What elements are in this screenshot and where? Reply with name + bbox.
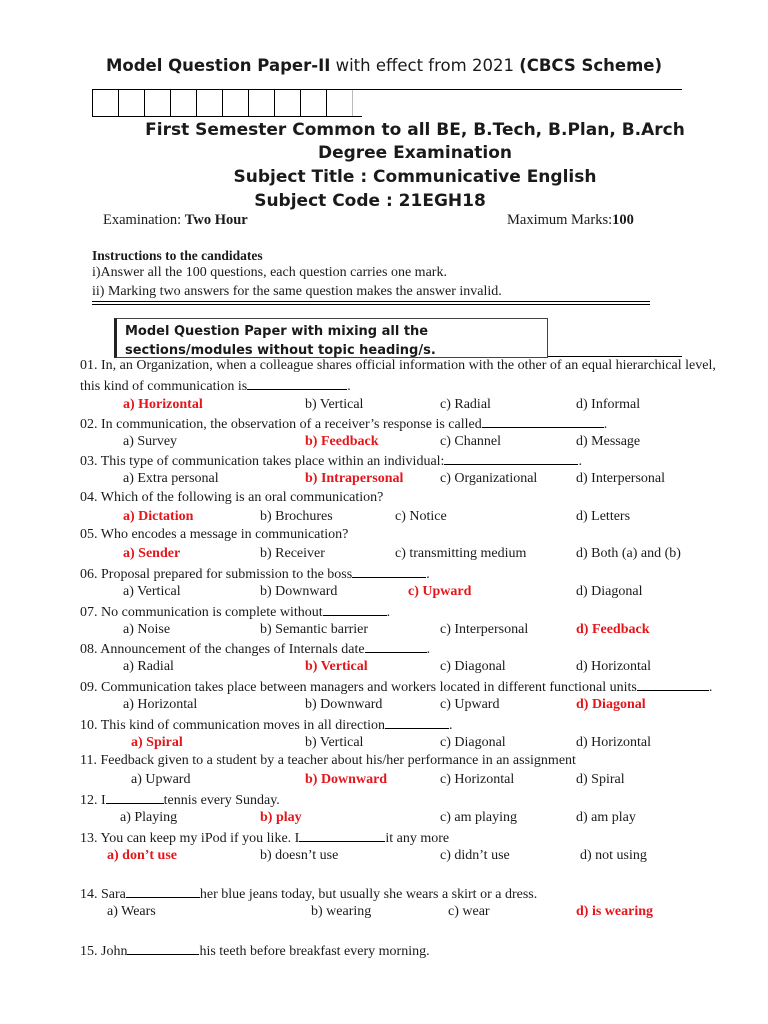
instruction-item: i)Answer all the 100 questions, each question carries one mark. [92, 265, 447, 280]
answer-option: c) Interpersonal [440, 622, 529, 637]
answer-option: a) Playing [120, 810, 178, 825]
question-text [80, 885, 537, 903]
usn-cell [300, 90, 326, 116]
note-underline [548, 356, 682, 357]
answer-option: c) Channel [440, 434, 502, 449]
answer-option-correct: b) Downward [305, 772, 388, 787]
answer-blank [299, 829, 385, 842]
question-text [80, 358, 716, 374]
usn-bottom-border [92, 116, 362, 117]
answer-option-correct: b) play [260, 810, 302, 825]
instructions-heading: Instructions to the candidates [92, 248, 263, 263]
answer-option: c) Upward [440, 697, 500, 712]
answer-option: c) am playing [440, 810, 517, 825]
answer-option: c) wear [448, 904, 490, 919]
answer-option: c) Organizational [440, 471, 538, 486]
answer-option: b) Receiver [260, 546, 325, 561]
question-text-line2 [80, 377, 351, 395]
answer-blank [385, 716, 449, 729]
answer-blank [444, 452, 578, 465]
exam-duration [103, 212, 248, 229]
answer-option: b) Vertical [305, 735, 364, 750]
question-stem-end: . [386, 605, 391, 620]
question-stem-continued: her blue jeans today, but usually she wears a skirt or a dress. [199, 887, 538, 902]
question-stem: 12. I [80, 793, 106, 808]
answer-option-correct: b) Intrapersonal [305, 471, 404, 486]
usn-cell [170, 90, 196, 116]
answer-option-correct: a) Spiral [131, 735, 183, 750]
marks-value: 100 [612, 212, 634, 228]
question-stem: 11. Feedback given to a student by a teacher about his/her performance in an assignment [80, 753, 576, 768]
exam-label: Examination: [103, 212, 185, 228]
answer-option-correct: a) don’t use [107, 848, 178, 863]
question-stem: 02. In communication, the observation of a receiver’s response is called [80, 417, 482, 432]
semester-heading: First Semester Common to all BE, B.Tech, B.Plan, B.Arch [145, 120, 685, 140]
answer-option-correct: b) Feedback [305, 434, 379, 449]
answer-option: c) Radial [440, 397, 491, 412]
question-text [80, 640, 430, 658]
usn-cell [118, 90, 144, 116]
question-stem-end: . [426, 642, 431, 657]
answer-option: a) Upward [131, 772, 191, 787]
answer-option-correct: d) Feedback [576, 622, 650, 637]
question-stem-end: . [578, 454, 582, 469]
answer-option: d) am play [576, 810, 636, 825]
question-text [80, 415, 607, 433]
answer-option: b) Brochures [260, 509, 333, 524]
question-stem: 15. John [80, 944, 128, 959]
answer-option: c) Horizontal [440, 772, 515, 787]
answer-blank [352, 565, 426, 578]
answer-option: d) Message [576, 434, 641, 449]
answer-option: d) Horizontal [576, 735, 652, 750]
usn-cell [196, 90, 222, 116]
question-stem-end: . [347, 379, 351, 394]
answer-option: d) Diagonal [576, 584, 643, 599]
question-text [80, 527, 348, 543]
answer-option: a) Wears [107, 904, 156, 919]
title-main: Model Question Paper-II [105, 56, 331, 75]
answer-option: d) Both (a) and (b) [576, 546, 681, 561]
answer-option: c) Notice [395, 509, 447, 524]
answer-option: b) doesn’t use [260, 848, 339, 863]
question-stem-continued: it any more [385, 831, 450, 846]
question-stem: 08. Announcement of the changes of Internals date [80, 642, 365, 657]
question-stem: 14. Sara [80, 887, 126, 902]
question-text [80, 716, 452, 734]
answer-option: b) Semantic barrier [260, 622, 369, 637]
answer-option: a) Horizontal [123, 697, 198, 712]
max-marks [507, 212, 634, 229]
question-text [80, 565, 430, 583]
subject-title: Subject Title : Communicative English [233, 167, 597, 187]
title-effect: with effect from 2021 [330, 56, 520, 75]
question-stem-end: . [448, 718, 453, 733]
answer-option-correct: d) is wearing [576, 904, 653, 919]
usn-cell [92, 90, 118, 116]
answer-option-correct: a) Dictation [123, 509, 194, 524]
answer-option: a) Noise [123, 622, 171, 637]
question-stem-continued: his teeth before breakfast every morning. [199, 944, 430, 959]
usn-boxes [92, 90, 378, 116]
question-stem: this kind of communication is [80, 379, 248, 394]
answer-option: d) Horizontal [576, 659, 652, 674]
exam-value: Two Hour [184, 212, 248, 228]
question-text [80, 753, 576, 769]
answer-option: d) Letters [576, 509, 631, 524]
usn-cell [144, 90, 170, 116]
question-stem-end: . [426, 567, 430, 582]
answer-option-correct: a) Horizontal [123, 397, 203, 412]
usn-cell [352, 90, 378, 116]
question-text [80, 603, 390, 621]
question-text [80, 678, 712, 696]
degree-heading: Degree Examination [317, 143, 513, 163]
question-stem-continued: tennis every Sunday. [163, 793, 280, 808]
title-scheme: (CBCS Scheme) [519, 56, 662, 75]
answer-option-correct: b) Vertical [305, 659, 368, 674]
answer-blank [127, 942, 199, 955]
answer-option-correct: a) Sender [123, 546, 181, 561]
answer-option: a) Extra personal [123, 471, 219, 486]
question-text [80, 490, 383, 506]
usn-cell [274, 90, 300, 116]
divider [92, 304, 650, 305]
answer-option: c) Diagonal [440, 735, 506, 750]
marks-label: Maximum Marks: [507, 212, 613, 228]
question-stem: 07. No communication is complete without [80, 605, 323, 620]
question-stem: 05. Who encodes a message in communication? [80, 527, 349, 542]
question-stem: 04. Which of the following is an oral communication? [80, 490, 384, 505]
question-text [80, 942, 430, 960]
answer-option: b) Downward [260, 584, 338, 599]
answer-option: d) Interpersonal [576, 471, 666, 486]
answer-option: c) Diagonal [440, 659, 506, 674]
question-stem: 10. This kind of communication moves in all direction [80, 718, 385, 733]
answer-blank [482, 415, 604, 428]
answer-option: d) not using [580, 848, 647, 863]
answer-option-correct: c) Upward [408, 584, 472, 599]
answer-blank [323, 603, 387, 616]
answer-option: c) transmitting medium [395, 546, 527, 561]
question-stem: 06. Proposal prepared for submission to the boss [80, 567, 353, 582]
answer-blank [247, 377, 347, 390]
paper-title [0, 56, 768, 75]
usn-cell [222, 90, 248, 116]
answer-blank [365, 640, 427, 653]
question-stem: 09. Communication takes place between managers and workers located in different functional units [80, 680, 637, 695]
subject-code: Subject Code : 21EGH18 [254, 191, 486, 211]
answer-blank [126, 885, 200, 898]
answer-option: c) didn’t use [440, 848, 510, 863]
question-stem: 13. You can keep my iPod if you like. I [80, 831, 300, 846]
question-stem-end: . [603, 417, 608, 432]
section-note: Model Question Paper with mixing all the sections/modules without topic heading/s. [114, 318, 548, 358]
question-stem-end: . [708, 680, 713, 695]
answer-option: a) Vertical [123, 584, 181, 599]
answer-option-correct: d) Diagonal [576, 697, 646, 712]
answer-option: b) Vertical [305, 397, 364, 412]
question-text [80, 452, 582, 470]
answer-option: b) Downward [305, 697, 383, 712]
answer-option: d) Spiral [576, 772, 625, 787]
answer-blank [637, 678, 709, 691]
answer-option: b) wearing [311, 904, 372, 919]
usn-cell [248, 90, 274, 116]
question-stem: 03. This type of communication takes place within an individual: [80, 454, 445, 469]
answer-option: d) Informal [576, 397, 641, 412]
question-text [80, 791, 280, 809]
question-stem: 01. In, an Organization, when a colleague shares official information with the other of an equal hierarchical level, [80, 358, 716, 373]
divider [92, 301, 650, 302]
answer-option: a) Survey [123, 434, 178, 449]
instruction-item: ii) Marking two answers for the same question makes the answer invalid. [92, 284, 502, 299]
usn-cell [326, 90, 352, 116]
question-text [80, 829, 449, 847]
answer-option: a) Radial [123, 659, 174, 674]
answer-blank [106, 791, 164, 804]
